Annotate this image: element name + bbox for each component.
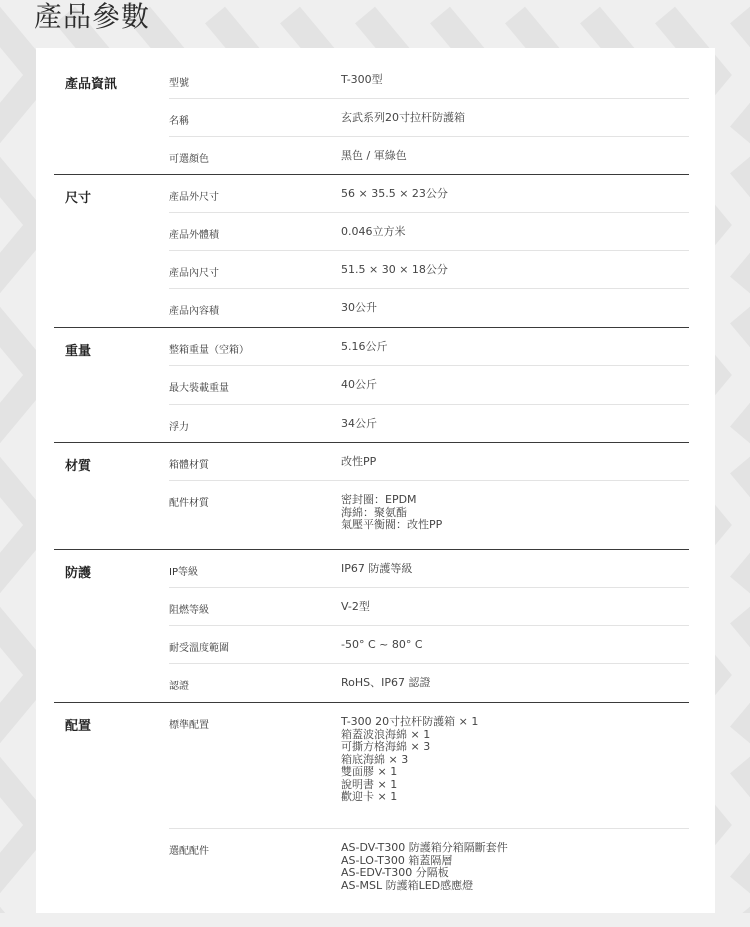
spec-value-line: RoHS、IP67 認證 [341, 676, 431, 689]
spec-row [169, 328, 689, 365]
spec-label: 產品外體積 [169, 230, 219, 241]
spec-value [341, 626, 689, 663]
spec-row [169, 587, 689, 625]
spec-label: 可選顏色 [169, 154, 209, 165]
spec-row [169, 443, 689, 480]
spec-value-line: 歡迎卡 × 1 [341, 790, 398, 803]
spec-value-line: 氣壓平衡閥：改性PP [341, 518, 443, 531]
page-title: 產品參數 [34, 0, 151, 33]
spec-value-line: V-2型 [341, 600, 370, 613]
spec-value [341, 61, 689, 98]
section-product-info [54, 61, 689, 174]
spec-value [341, 703, 689, 828]
section-rows [169, 328, 689, 442]
spec-label: 配件材質 [169, 498, 209, 509]
spec-value-line: 0.046立方米 [341, 225, 406, 238]
spec-value-line: 可撕方格海綿 × 3 [341, 740, 431, 753]
spec-label: IP等級 [169, 567, 198, 578]
spec-label: 浮力 [169, 422, 189, 433]
spec-value-line: 51.5 × 30 × 18公分 [341, 263, 448, 276]
spec-label: 名稱 [169, 116, 189, 127]
spec-value [341, 588, 689, 625]
spec-row [169, 365, 689, 404]
spec-value [341, 175, 689, 212]
section-title: 配置 [65, 719, 92, 734]
spec-value-line: -50° C ~ 80° C [341, 638, 423, 651]
section-weight [54, 327, 689, 442]
section-title: 材質 [65, 459, 92, 474]
spec-value [341, 137, 689, 174]
spec-row [169, 663, 689, 702]
section-title: 重量 [65, 344, 92, 359]
spec-value [341, 328, 689, 365]
spec-value-line: AS-EDV-T300 分隔板 [341, 866, 449, 879]
spec-value [341, 829, 689, 927]
spec-row [169, 625, 689, 663]
spec-label: 最大裝載重量 [169, 383, 229, 394]
spec-value-line: 黑色 / 軍綠色 [341, 149, 407, 162]
spec-value-line: AS-DV-T300 防護箱分箱隔斷套件 [341, 841, 508, 854]
spec-value-line: 箱蓋波浪海綿 × 1 [341, 727, 431, 741]
section-configuration [54, 702, 689, 927]
spec-table [54, 61, 689, 927]
spec-value [341, 251, 689, 288]
spec-row [169, 98, 689, 136]
section-protection [54, 549, 689, 702]
section-rows [169, 61, 689, 174]
spec-value-line: 玄武系列20寸拉杆防護箱 [341, 111, 465, 124]
spec-value-line: 34公斤 [341, 417, 377, 430]
spec-value-line: IP67 防護等級 [341, 562, 413, 575]
spec-row [169, 136, 689, 174]
section-rows [169, 550, 689, 702]
section-dimensions [54, 174, 689, 327]
spec-value [341, 213, 689, 250]
spec-label: 阻燃等級 [169, 605, 209, 616]
spec-value [341, 481, 689, 549]
spec-label: 型號 [169, 78, 189, 89]
spec-value [341, 405, 689, 442]
spec-row [169, 550, 689, 587]
spec-value-line: 40公斤 [341, 378, 377, 391]
spec-label: 耐受溫度範圍 [169, 643, 229, 654]
spec-row [169, 288, 689, 327]
spec-label: 箱體材質 [169, 460, 209, 471]
spec-label: 產品內容積 [169, 306, 219, 317]
spec-value [341, 99, 689, 136]
spec-value [341, 366, 689, 404]
spec-row [169, 212, 689, 250]
section-title: 防護 [65, 566, 92, 581]
spec-value [341, 664, 689, 702]
spec-value-line: 雙面膠 × 1 [341, 765, 398, 778]
spec-label: 標準配置 [169, 720, 209, 731]
spec-label: 產品外尺寸 [169, 192, 219, 203]
section-rows [169, 175, 689, 327]
spec-value-line: 改性PP [341, 455, 377, 468]
spec-row [169, 175, 689, 212]
spec-label: 整箱重量（空箱） [169, 345, 249, 356]
spec-label: 產品內尺寸 [169, 268, 219, 279]
spec-row [169, 61, 689, 98]
spec-value-line: AS-MSL 防護箱LED感應燈 [341, 878, 474, 892]
spec-value-line: AS-LO-T300 箱蓋隔層 [341, 853, 453, 867]
spec-label: 認證 [169, 681, 189, 692]
spec-value-line: T-300 20寸拉杆防護箱 × 1 [341, 715, 479, 728]
spec-value [341, 550, 689, 587]
section-title: 產品資訊 [65, 77, 118, 92]
spec-value-line: 30公升 [341, 301, 377, 314]
spec-value [341, 443, 689, 480]
spec-value-line: 密封圈：EPDM [341, 493, 417, 506]
spec-value-line: 海綿：聚氨酯 [341, 505, 407, 519]
spec-row [169, 703, 689, 828]
spec-value-line: 5.16公斤 [341, 340, 388, 353]
spec-panel [36, 48, 715, 913]
spec-value-line: 說明書 × 1 [341, 777, 398, 791]
spec-label: 選配配件 [169, 846, 209, 857]
spec-value-line: 箱底海綿 × 3 [341, 752, 409, 766]
spec-value-line: 56 × 35.5 × 23公分 [341, 187, 448, 200]
spec-row [169, 828, 689, 927]
spec-row [169, 480, 689, 549]
spec-row [169, 250, 689, 288]
section-rows [169, 703, 689, 927]
spec-value-line: T-300型 [341, 73, 383, 86]
spec-row [169, 404, 689, 442]
spec-value [341, 289, 689, 327]
section-rows [169, 443, 689, 549]
section-material [54, 442, 689, 549]
section-title: 尺寸 [65, 191, 92, 206]
